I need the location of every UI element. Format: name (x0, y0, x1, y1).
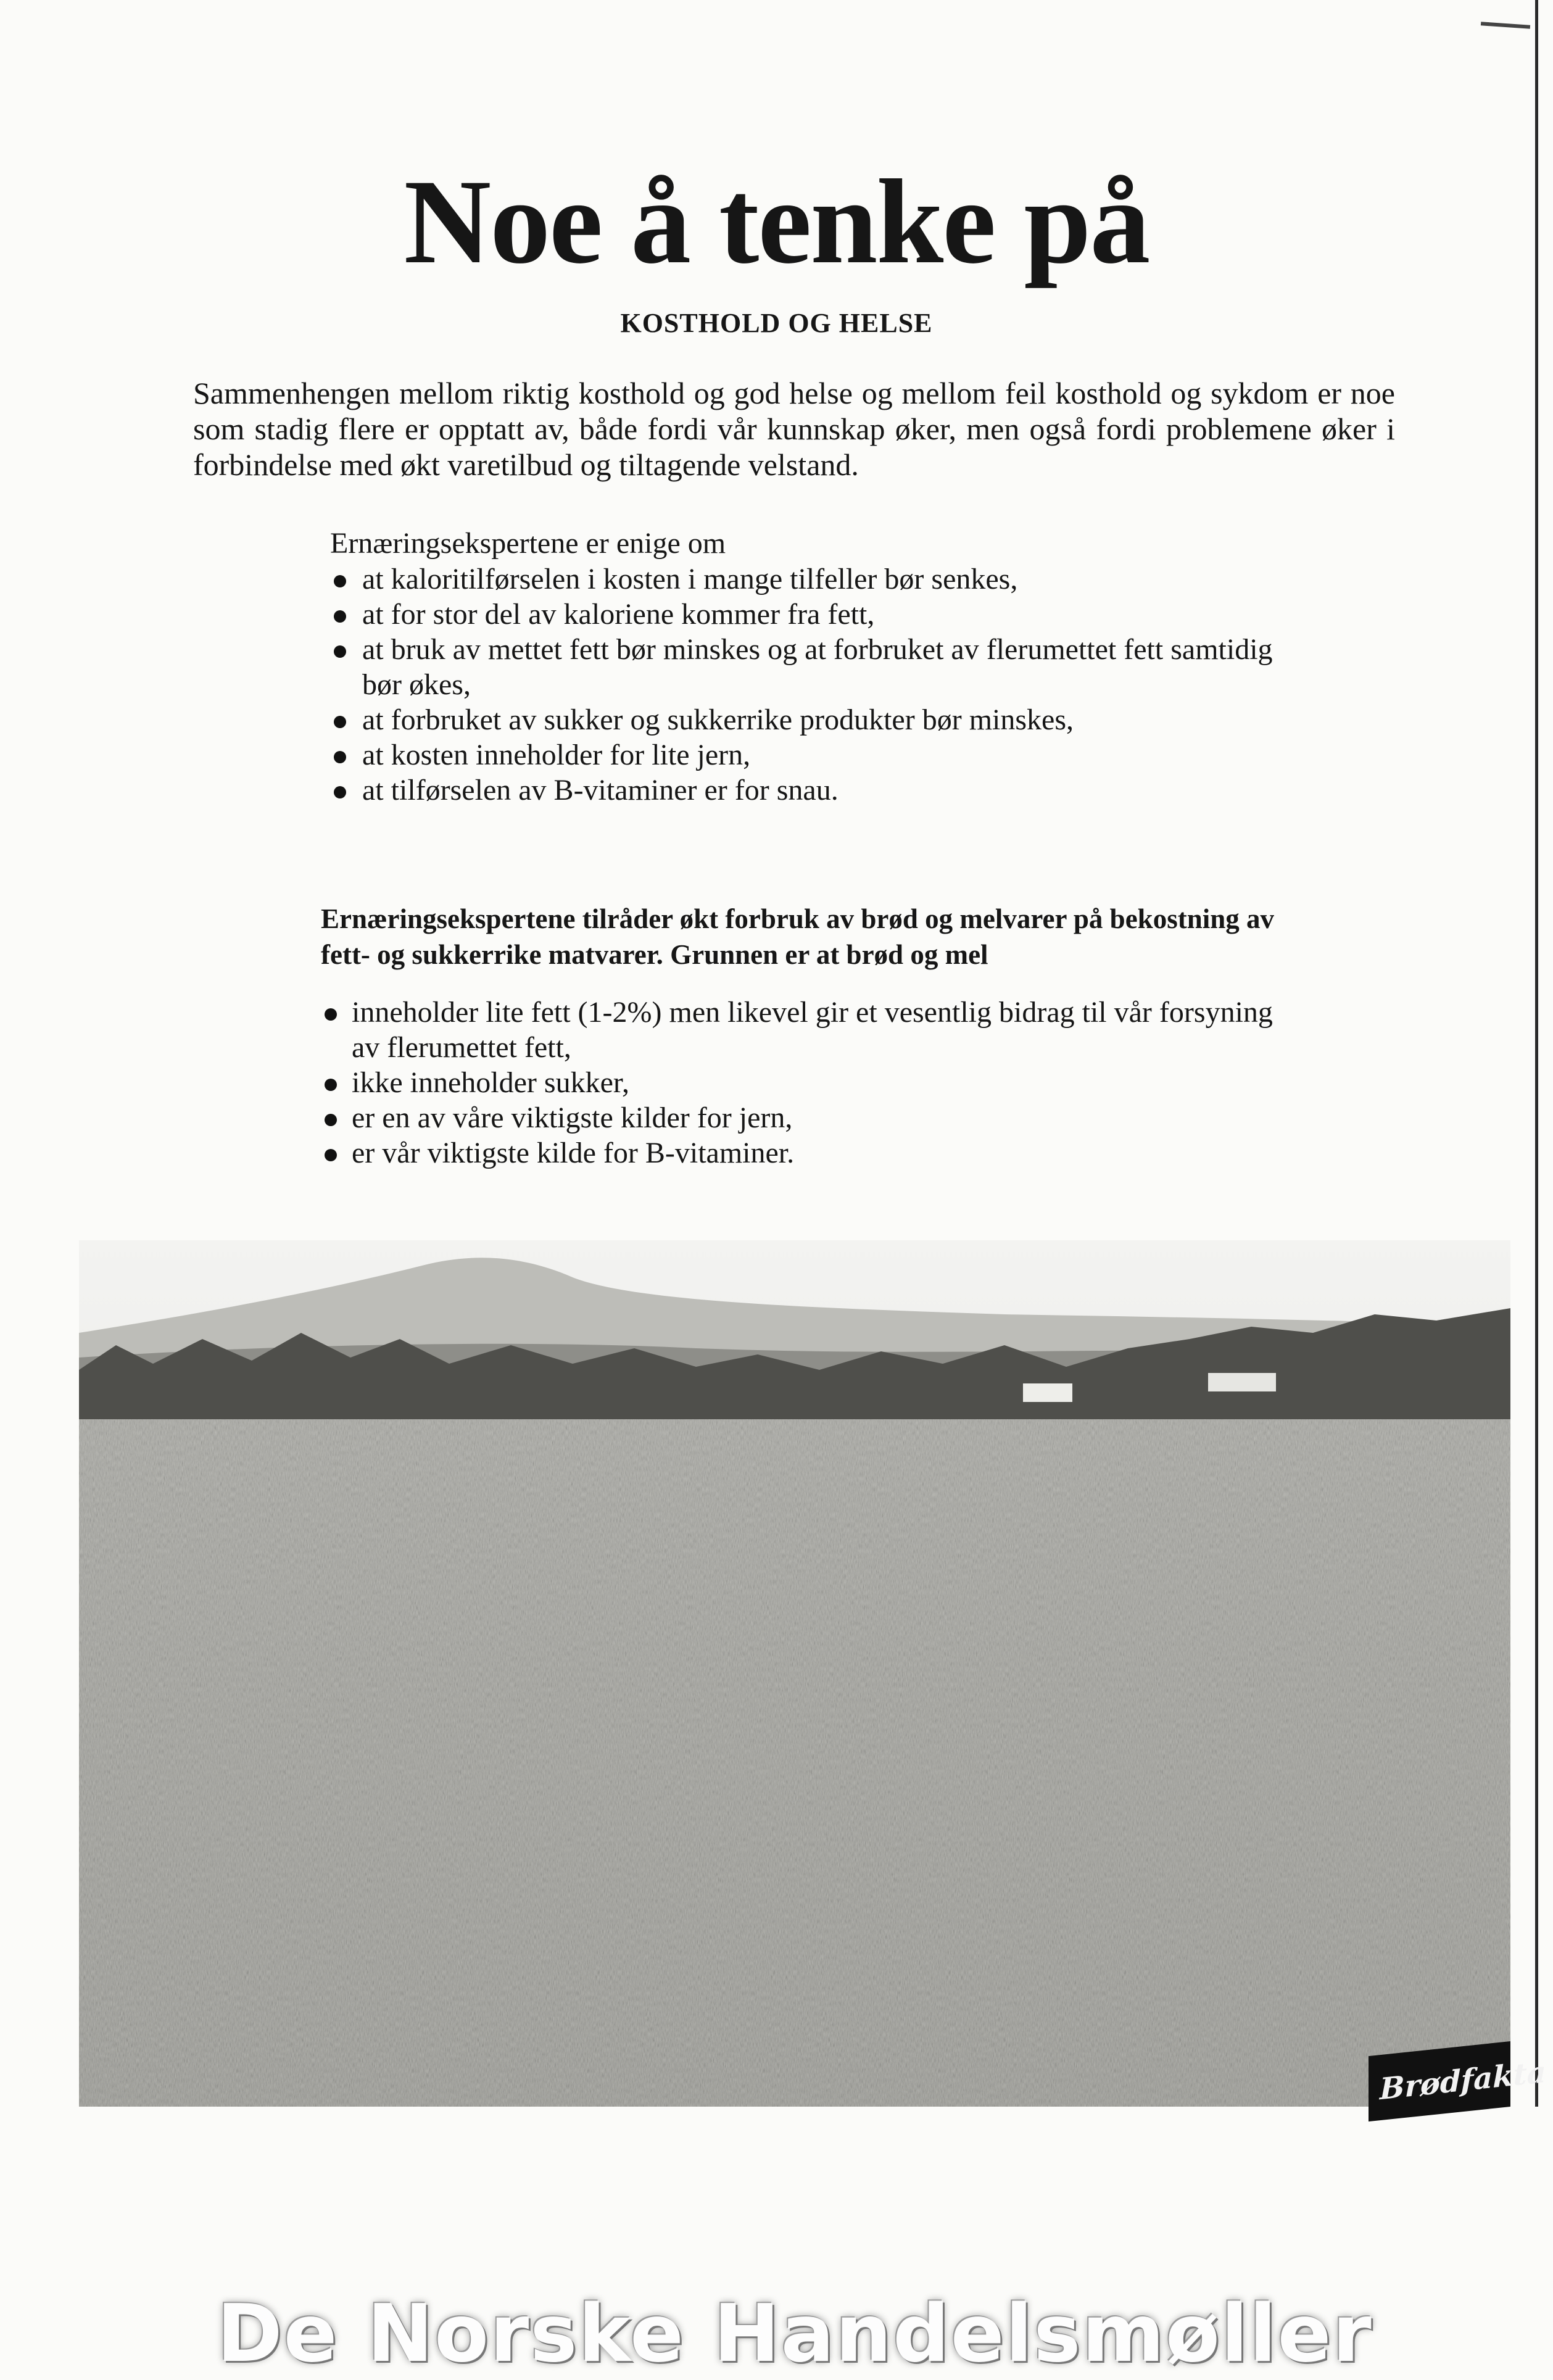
page-subtitle: KOSTHOLD OG HELSE (620, 308, 933, 338)
expert-consensus-list (330, 562, 1290, 808)
list-item: at for stor del av kaloriene kommer fra fett, (330, 597, 1290, 632)
list-item: at kaloritilførselen i kosten i mange tilfeller bør senkes, (330, 562, 1290, 597)
recommendation-list (321, 995, 1274, 1171)
list-item: inneholder lite fett (1-2%) men likevel gir et vesentlig bidrag til vår forsyning av flerumettet fett, (321, 995, 1274, 1065)
list-item: er en av våre viktigste kilder for jern, (321, 1100, 1274, 1135)
badge-label: Brødfakta (1380, 2054, 1546, 2107)
intro-paragraph: Sammenhengen mellom riktig kosthold og god helse og mellom feil kosthold og sykdom er noe som stadig flere er opptatt av, både fordi vår kunnskap øker, men også fordi problemene øker i forbindelse med økt varetilbud og tiltagende velstand. (193, 376, 1395, 482)
grain-field-photo (79, 1240, 1546, 2380)
expert-consensus-section (330, 526, 1290, 808)
bullet-icon (334, 716, 346, 728)
bullet-icon (334, 610, 346, 623)
brodfakta-badge (1369, 2041, 1546, 2121)
bullet-icon (334, 786, 346, 798)
bullet-icon (325, 1149, 337, 1161)
field-landscape-illustration (79, 1240, 1510, 2107)
corner-mark (1481, 22, 1530, 29)
list-item: ikke inneholder sukker, (321, 1065, 1274, 1100)
recommendation-lead: Ernæringsekspertene tilråder økt forbruk av brød og melvarer på bekostning av fett- og sukkerrike matvarer. Grunnen er at brød og mel (321, 903, 1275, 970)
list-item: at kosten inneholder for lite jern, (330, 737, 1290, 773)
list-item: at bruk av mettet fett bør minskes og at forbruket av flerumettet fett samtidig bør økes, (330, 632, 1290, 702)
expert-consensus-lead: Ernæringsekspertene er enige om (330, 527, 726, 560)
list-item: er vår viktigste kilde for B-vitaminer. (321, 1135, 1274, 1171)
bullet-icon (325, 1079, 337, 1091)
list-item: at forbruket av sukker og sukkerrike produkter bør minskes, (330, 702, 1290, 737)
bullet-icon (325, 1008, 337, 1021)
brand-logo-text: De Norske Handelsmøller (217, 2288, 1373, 2380)
bullet-icon (334, 645, 346, 658)
recommendation-section (321, 901, 1274, 1171)
bullet-icon (334, 575, 346, 587)
bullet-icon (334, 751, 346, 763)
list-item: at tilførselen av B-vitaminer er for snau. (330, 773, 1290, 808)
page-title: Noe å tenke på (404, 155, 1149, 289)
bullet-icon (325, 1114, 337, 1126)
